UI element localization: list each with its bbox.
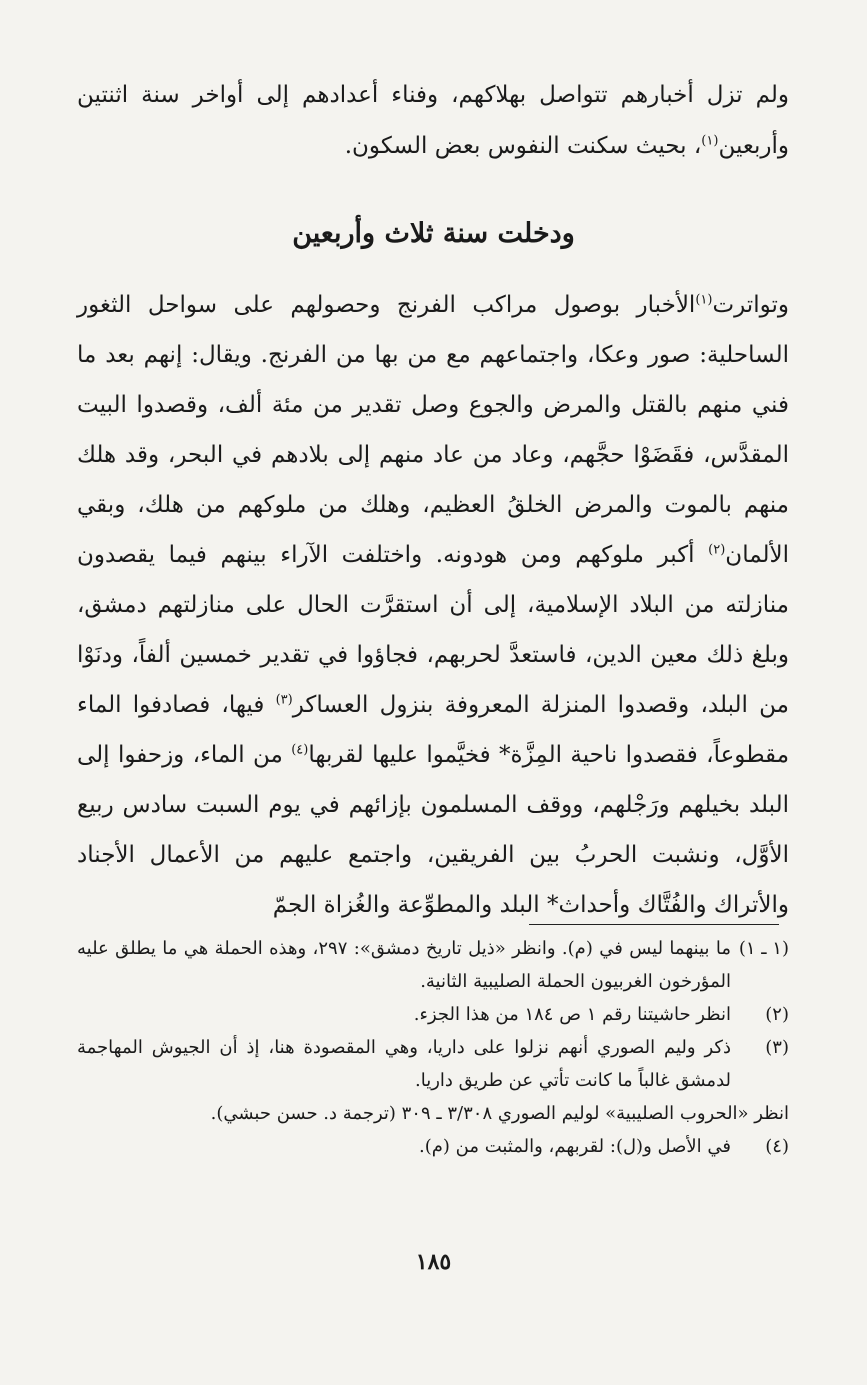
footnote-ref[interactable]: (١) [701, 133, 719, 149]
footnote-text: ما بينهما ليس في (م). وانظر «ذيل تاريخ دمشق»: ٢٩٧، وهذه الحملة هي ما يطلق عليه المؤرخون الغربيون الحملة الصليبية الثانية. [77, 938, 731, 992]
body-paragraph: وتواترت$^{(١)}$الأخبار بوصول مراكب الفرنج وحصولهم على سواحل الثغور الساحلية: صور وعكا، واجتماعهم مع من بها من الفرنج. ويقال: إنهم بعد ما فني منهم بالقتل والمرض والجوع وصل تقدير من مئة ألف، وقصدوا البيت المقدَّس، فقَضَوْا حجَّهم، وعاد من عاد منهم إلى بلادهم في البحر، وقد هلك منهم بالموت والمرض الخلقُ العظيم، وهلك من ملوكهم من هلك، وبقي الألمان$^{(٢)}$ أكبر ملوكهم ومن هودونه. واختلفت الآراء بينهم فيما يقصدون منازلته من البلاد الإسلامية، إلى أن استقرَّت الحال على منازلتهم دمشق، وبلغ ذلك معين الدين، فاستعدَّ لحربهم، فجاؤوا في تقدير خمسين ألفاً، ودنَوْا من البلد، وقصدوا المنزلة المعروفة بنزول العساكر$^{(٣)}$ فيها، فصادفوا الماء مقطوعاً، فقصدوا ناحية المِزَّة* فخيَّموا عليها لقربها$^{(٤)}$ من الماء، وزحفوا إلى البلد بخيلهم ورَجْلهم، ووقف المسلمون بإزائهم في يوم السبت سادس ربيع الأوَّل، ونشبت الحربُ بين الفريقين، واجتمع عليهم من الأعمال الأجناد والأتراك والفُتَّاك وأحداث* البلد والمطوِّعة والغُزاة الجمّ [77, 292, 790, 918]
page-number: ١٨٥ [415, 1249, 452, 1275]
footnote-text: ذكر وليم الصوري أنهم نزلوا على داريا، وهي المقصودة هنا، إذ أن الجيوش المهاجمة لدمشق غالباً ما كانت تأتي عن طريق داريا. [77, 1037, 731, 1091]
section-title: ودخلت سنة ثلاث وأربعين [292, 218, 575, 249]
intro-paragraph [77, 70, 789, 172]
footnotes [77, 932, 789, 1163]
footnote-text: في الأصل و(ل): لقربهم، والمثبت من (م). [419, 1136, 731, 1157]
footnote-number: (٣) [765, 1037, 789, 1058]
footnote-continuation: انظر «الحروب الصليبية» لوليم الصوري ٣/٣٠٨ ـ ٣٠٩ (ترجمة د. حسن حبشي). [210, 1103, 789, 1124]
footnote-ref-4[interactable]: (٤) [291, 742, 309, 758]
footnote-ref-1[interactable]: (١) [695, 292, 713, 308]
footnote-number: (١ ـ ١) [738, 938, 789, 959]
footnote-item [77, 1130, 789, 1163]
footnote-text: انظر حاشيتنا رقم ١ ص ١٨٤ من هذا الجزء. [413, 1004, 731, 1025]
footnote-separator [529, 924, 779, 925]
footnote-number: (٤) [765, 1136, 789, 1157]
footnote-ref-3[interactable]: (٣) [275, 692, 293, 708]
footnote-item [77, 998, 789, 1031]
main-body-text [77, 280, 789, 930]
footnote-item [77, 1031, 789, 1097]
footnote-number: (٢) [765, 1004, 789, 1025]
footnote-ref-2[interactable]: (٢) [708, 542, 726, 558]
intro-text: ولم تزل أخبارهم تتواصل بهلاكهم، وفناء أعدادهم إلى أواخر سنة اثنتين وأربعين$^{(١)}$، بحيث سكنت النفوس بعض السكون. [77, 82, 789, 159]
footnote-item [77, 932, 789, 998]
